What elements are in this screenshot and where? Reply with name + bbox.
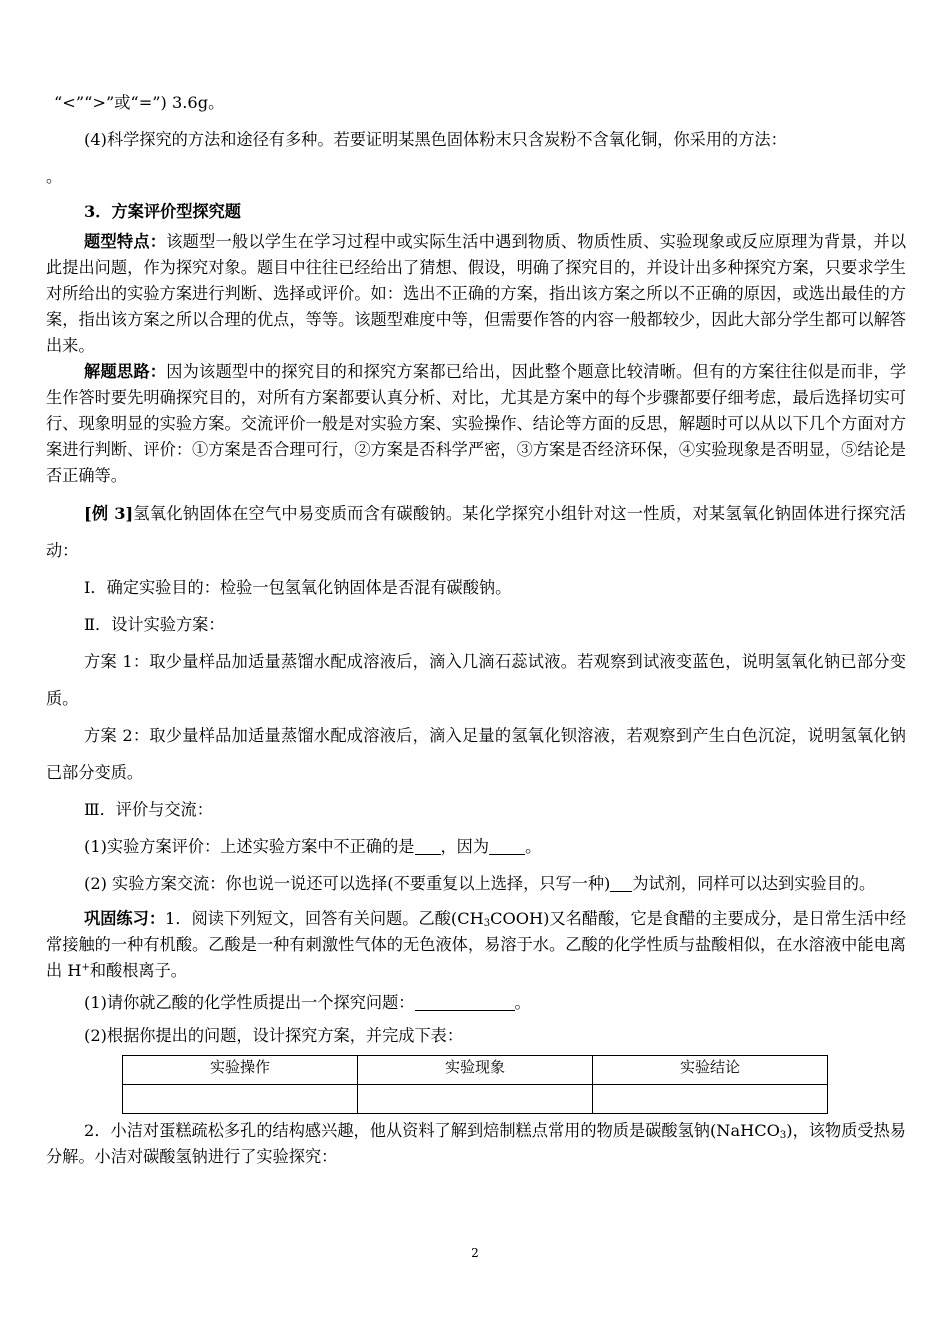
step-2: Ⅱ．设计实验方案： [84, 615, 225, 634]
example-label: [例 3] [84, 504, 134, 523]
idea-label: 解题思路： [84, 362, 167, 381]
table-cell-conclusion[interactable] [593, 1085, 828, 1114]
practice-q1: (1)请你就乙酸的化学性质提出一个探究问题： 。 [46, 984, 906, 1021]
practice-paragraph: 巩固练习：1．阅读下列短文，回答有关问题。乙酸$(CH_3COOH)$又名醋酸，它是食醋的主要成分，是日常生活中经常接触的一种有机酸。乙酸是一种有刺激性气体的无色液体，易溶于水。乙酸的化学性质与盐酸相似，在水溶液中能电离出 H+和酸根离子。 [46, 909, 907, 980]
answer-line: 。 [46, 167, 63, 186]
page-number: 2 [471, 1246, 479, 1260]
step-1: Ⅰ．确定实验目的：检验一包氢氧化钠固体是否混有碳酸钠。 [84, 578, 512, 597]
table-header-phenomenon: 实验现象 [358, 1056, 593, 1085]
blank-reason[interactable] [489, 834, 525, 855]
plan-2: 方案 2：取少量样品加适量蒸馏水配成溶液后，滴入足量的氢氧化钡溶液，若观察到产生白色沉淀，说明氢氧化钠已部分变质。 [46, 726, 906, 782]
table-cell-operation[interactable] [123, 1085, 358, 1114]
practice-q2: (2)根据你提出的问题，设计探究方案，并完成下表： [84, 1026, 464, 1045]
section-heading-3: 3．方案评价型探究题 [84, 202, 241, 221]
practice-label: 巩固练习： [84, 909, 166, 928]
example-3: [例 3]氢氧化钠固体在空气中易变质而含有碳酸钠。某化学探究小组针对这一性质，对某氢氧化钠固体进行探究活动： [46, 504, 906, 560]
blank-question[interactable] [415, 990, 515, 1011]
paragraph-feature: 题型特点：该题型一般以学生在学习过程中或实际生活中遇到物质、物质性质、实验现象或反应原理为背景，并以此提出问题，作为探究对象。题目中往往已经给出了猜想、假设，明确了探究目的，并设计出多种探究方案，只要求学生对所给出的实验方案进行判断、选择或评价。如：选出不正确的方案，指出该方案之所以不正确的原因，或选出最佳的方案，指出该方案之所以合理的优点，等等。该题型难度中等，但需要作答的内容一般都较少，因此大部分学生都可以解答出来。 [46, 232, 907, 355]
document-page [46, 84, 906, 1170]
step-3: Ⅲ．评价与交流： [84, 800, 213, 819]
practice-question-2: 2．小洁对蛋糕疏松多孔的结构感兴趣，他从资料了解到焙制糕点常用的物质是碳酸氢钠(NaHCO$_3$)，该物质受热易分解。小洁对碳酸氢钠进行了实验探究： [46, 1121, 906, 1166]
question-eval-2: (2) 实验方案交流：你也说一说还可以选择(不要重复以上选择，只写一种) 为试剂，同样可以达到实验目的。 [46, 865, 906, 902]
table-cell-phenomenon[interactable] [358, 1085, 593, 1114]
plan-1: 方案 1：取少量样品加适量蒸馏水配成溶液后，滴入几滴石蕊试液。若观察到试液变蓝色，说明氢氧化钠已部分变质。 [46, 652, 906, 708]
feature-label: 题型特点： [84, 232, 167, 251]
paragraph-idea: 解题思路：因为该题型中的探究目的和探究方案都已给出，因此整个题意比较清晰。但有的方案往往似是而非，学生作答时要先明确探究目的，对所有方案都要认真分析、对比，尤其是方案中的每个步骤都要仔细考虑，最后选择切实可行、现象明显的实验方案。交流评价一般是对实验方案、实验操作、结论等方面的反思，解题时可以从以下几个方面对方案进行判断、评价：①方案是否合理可行，②方案是否科学严密，③方案是否经济环保，④实验现象是否明显，⑤结论是否正确等。 [46, 362, 907, 485]
table-header-conclusion: 实验结论 [593, 1056, 828, 1085]
line-compare-options: “<”“>”或“=”) 3.6g。 [54, 93, 225, 112]
question-4: (4)科学探究的方法和途径有多种。若要证明某黑色固体粉末只含炭粉不含氧化铜，你采用的方法： [84, 130, 787, 149]
blank-wrong-plan[interactable] [415, 834, 441, 855]
question-eval-1: (1)实验方案评价：上述实验方案中不正确的是 ，因为 。 [46, 828, 906, 865]
experiment-table [122, 1055, 828, 1114]
table-row [123, 1085, 828, 1114]
table-header-row [123, 1056, 828, 1085]
table-header-operation: 实验操作 [123, 1056, 358, 1085]
blank-reagent[interactable] [610, 871, 632, 892]
